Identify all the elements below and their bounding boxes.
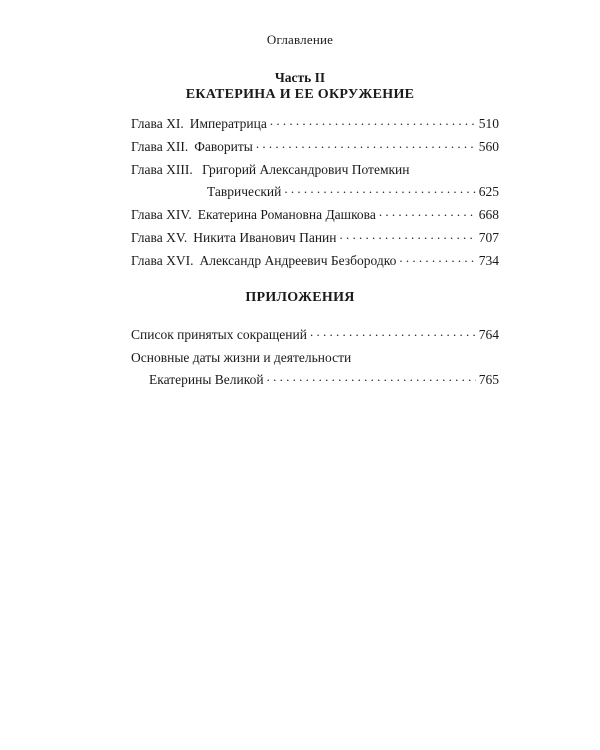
- chapter-number: Глава XVI.: [131, 253, 194, 268]
- chapter-title-continuation: Таврический: [207, 184, 282, 199]
- chapter-title: Императрица: [189, 116, 267, 131]
- appendix-heading: ПРИЛОЖЕНИЯ: [245, 290, 355, 305]
- dot-leader: [340, 228, 476, 242]
- page-number: 668: [478, 207, 499, 222]
- part-title: ЕКАТЕРИНА И ЕЕ ОКРУЖЕНИЕ: [185, 87, 415, 102]
- toc-entry-chapter-15[interactable]: [131, 227, 499, 249]
- toc-entry-chapter-14[interactable]: [131, 204, 499, 226]
- appendix-title: Основные даты жизни и деятельности: [131, 350, 352, 365]
- running-head: Оглавление: [266, 32, 334, 47]
- chapter-title: Екатерина Романовна Дашкова: [197, 207, 376, 222]
- dot-leader: [267, 370, 476, 384]
- toc-entry-chapter-16[interactable]: [131, 250, 499, 272]
- part-label: Часть II: [274, 70, 326, 85]
- chapter-number: Глава XIV.: [131, 207, 192, 222]
- page-number: 765: [478, 372, 499, 387]
- toc-entry-chapter-12[interactable]: [131, 136, 499, 158]
- dot-leader: [284, 182, 475, 196]
- page-number: 764: [478, 327, 499, 342]
- toc-entry-chapter-13[interactable]: [131, 159, 499, 203]
- chapter-number: Глава XIII.: [131, 162, 193, 177]
- page-number: 560: [478, 139, 499, 154]
- chapter-number: Глава XV.: [131, 230, 188, 245]
- appendix-title: Список принятых сокращений: [131, 327, 307, 342]
- chapter-title: Фавориты: [194, 139, 253, 154]
- chapter-number: Глава XI.: [131, 116, 184, 131]
- dot-leader: [270, 114, 476, 128]
- chapter-list: [131, 113, 499, 273]
- chapter-number: Глава XII.: [131, 139, 189, 154]
- chapter-title: Никита Иванович Панин: [193, 230, 337, 245]
- chapter-title: Александр Андреевич Безбородко: [199, 253, 397, 268]
- page-number: 734: [478, 253, 499, 268]
- page-number: 707: [478, 230, 499, 245]
- page-number: 625: [478, 184, 499, 199]
- page-number: 510: [478, 116, 499, 131]
- appendix-list: [131, 324, 499, 392]
- toc-entry-abbreviations[interactable]: [131, 324, 499, 346]
- dot-leader: [310, 325, 476, 339]
- dot-leader: [256, 137, 476, 151]
- dot-leader: [399, 251, 475, 265]
- appendix-title-continuation: Екатерины Великой: [149, 372, 264, 387]
- dot-leader: [379, 205, 476, 219]
- toc-entry-dates[interactable]: [131, 347, 499, 391]
- chapter-title: Григорий Александрович Потемкин: [202, 162, 410, 177]
- toc-entry-chapter-11[interactable]: [131, 113, 499, 135]
